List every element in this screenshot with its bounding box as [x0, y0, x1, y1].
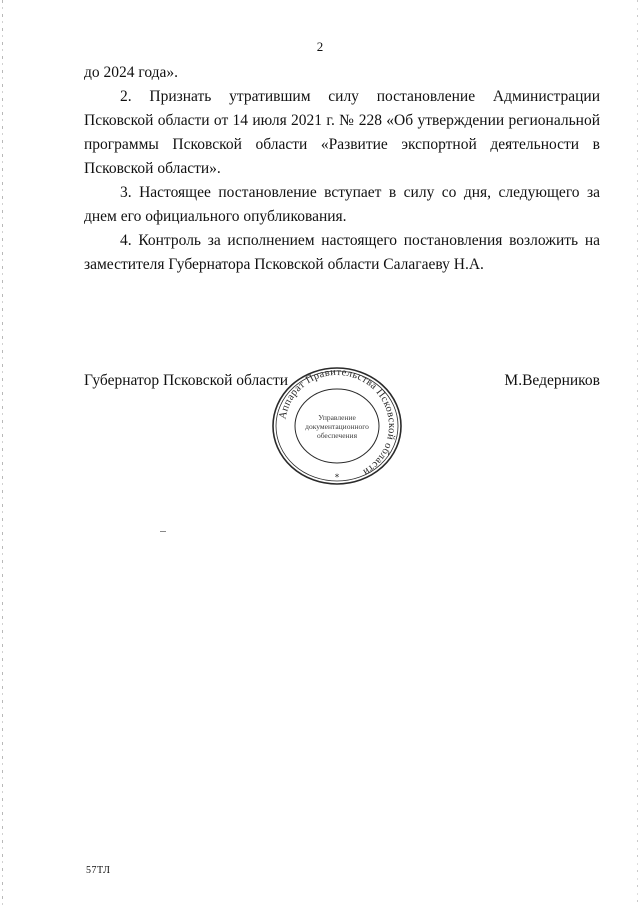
paragraph-3: 3. Настоящее постановление вступает в силу со дня, следующего за днем его официального опубликования.: [84, 184, 600, 225]
document-body: [84, 61, 600, 277]
stamp-seal-icon: [270, 365, 404, 487]
paragraph-2: 2. Признать утратившим силу постановление Администрации Псковской области от 14 июля 2021 г. № 228 «Об утверждении региональной программы Псковской области «Развитие экспортной деятельности в Псковской области».: [84, 88, 600, 177]
svg-text:Аппарат Правительства Псковско: Аппарат Правительства Псковской области: [277, 366, 398, 478]
scan-edge-right: [637, 0, 638, 905]
stray-mark: [160, 531, 166, 532]
continuation-line: до 2024 года».: [84, 64, 179, 81]
paragraph-4: 4. Контроль за исполнением настоящего постановления возложить на заместителя Губернатора Псковской области Салагаеву Н.А.: [84, 232, 600, 273]
signatory-name: М.Ведерников: [504, 372, 600, 389]
signatory-position: Губернатор Псковской области: [84, 372, 289, 389]
svg-text:*: *: [334, 473, 340, 483]
document-code: 57ТЛ: [86, 865, 111, 876]
scan-edge-left: [2, 0, 3, 905]
page-number: 2: [316, 39, 324, 54]
svg-text:документационного: документационного: [305, 422, 369, 431]
official-stamp: [270, 365, 404, 487]
svg-text:Управление: Управление: [318, 413, 356, 422]
svg-text:обеспечения: обеспечения: [316, 431, 358, 440]
